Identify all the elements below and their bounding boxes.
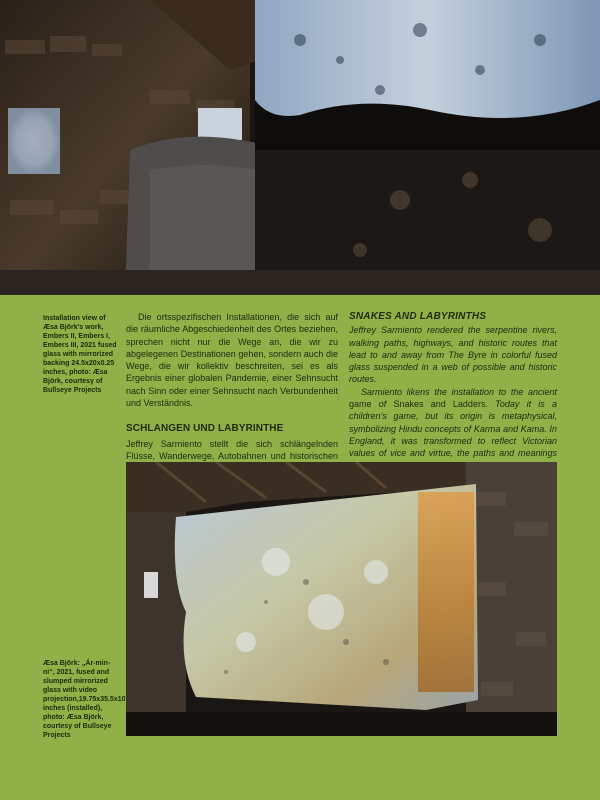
installation-photo-bottom-image (126, 462, 557, 736)
english-p2-start: Sarmiento likens the installation to the ancient (361, 386, 557, 397)
german-column (126, 311, 338, 487)
german-heading: SCHLANGEN UND LABYRINTHE (126, 423, 284, 435)
installation-photo-bottom (126, 462, 557, 736)
english-paragraph-2 (349, 386, 557, 472)
english-p2-title: Snakes and Ladders. (393, 399, 488, 410)
english-p2-game: game (349, 399, 372, 410)
german-intro-paragraph: Die ortsspezifischen Installationen, die sich auf die räumliche Abgeschiedenheit des Ortes beziehen, sprechen nicht nur die Wege an, die wir zu abgelegenen Destinationen gehen, sondern auch die Wege, die wir kollektiv beschreiten, sei es als Ergebnis einer globalen Pandemie, einer Sehnsucht nach Sinn oder einer Sehnsucht nach Verbundenheit und Verständnis. (126, 312, 338, 409)
caption-top-photo: Installation view of Æsa Björk's work, Embers II, Embers I, Embers III, 2021 fused glass with mirrorized backing 24.5x20x0.25 inches, photo: Æsa Björk, courtesy of Bullseye Projects (43, 315, 117, 394)
german-body-paragraph: Jeffrey Sarmiento stellt die sich schlängelnden Flüsse, Wanderwege, Autobahnen und historischen (126, 438, 338, 461)
installation-photo-top-image (0, 0, 600, 295)
english-heading: SNAKES AND LABYRINTHS (349, 311, 487, 322)
installation-photo-top (0, 0, 600, 295)
english-p2-rest: Today it is a children’s game, but its origin is metaphysical, symbolizing Hindu concepts of Karma and Kama. In England, it was transformed to reflect Victorian values of vice and virtue, the paths and meanings (349, 399, 557, 459)
caption-bottom-photo: Æsa Björk: „Ár-min-ni“, 2021, fused and slumped mirrorized glass with video projection,19.75x35.5x10 inches (installed), photo: Æsa Björk, courtesy of Bullseye Projects (43, 660, 126, 739)
english-paragraph-1: Jeffrey Sarmiento rendered the serpentine rivers, walking paths, highways, and historic routes that lead to and away from The Byre in colorful fused glass suspended in a web of possible and historic routes. (349, 325, 557, 385)
english-column (349, 311, 557, 472)
english-p2-of: of (378, 399, 387, 410)
